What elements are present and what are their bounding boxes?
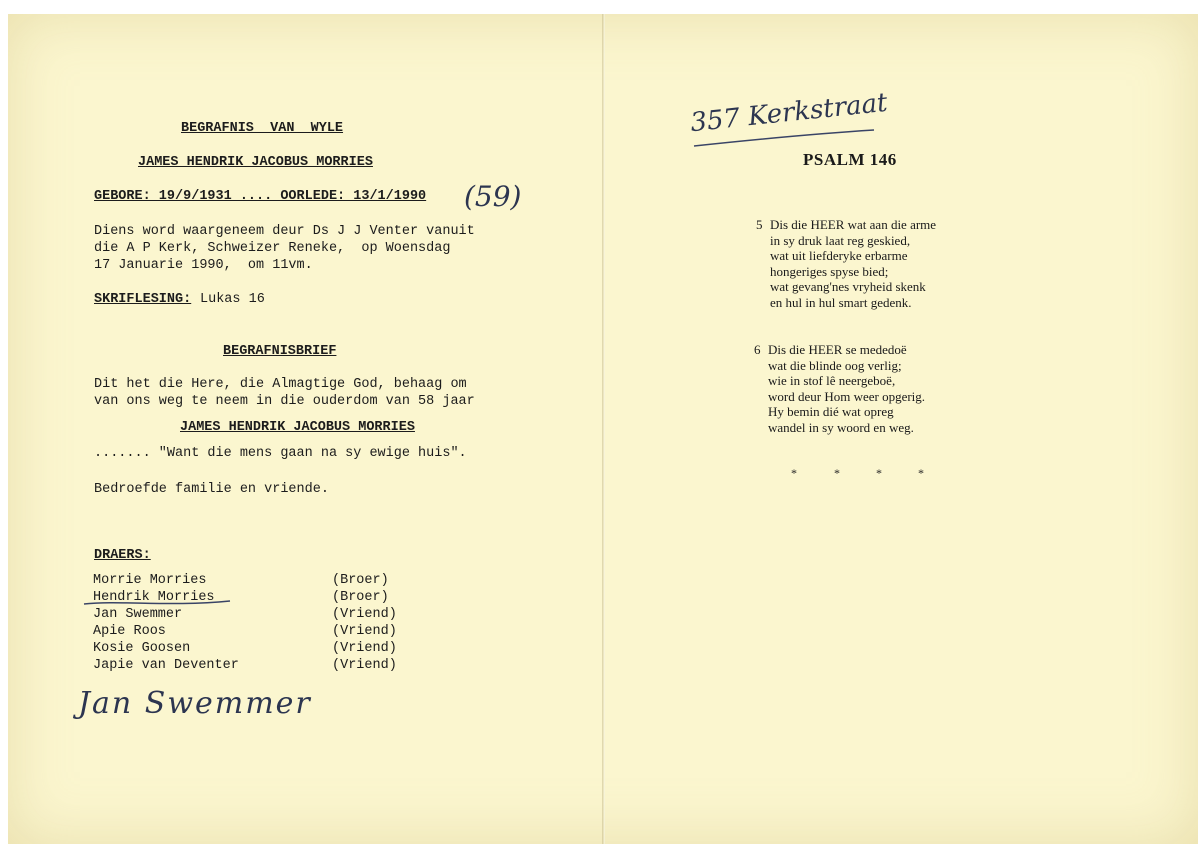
bearer-relation: (Broer): [332, 573, 389, 588]
psalm-verse-6: [754, 342, 926, 435]
bearer-relation: (Vriend): [332, 658, 397, 673]
bearer-name: Morrie Morries: [93, 573, 207, 588]
handwritten-address: 357 Kerkstraat: [688, 87, 889, 139]
handwritten-signature: Jan Swemmer: [78, 686, 312, 721]
bearer-name: Hendrik Morries: [93, 590, 215, 605]
handwritten-underline: [80, 596, 240, 610]
bearer-relation: (Vriend): [332, 607, 397, 622]
heading-deceased-name: JAMES HENDRIK JACOBUS MORRIES: [138, 155, 373, 170]
service-line-3: 17 Januarie 1990, om 11vm.: [94, 258, 313, 273]
scripture-value: Lukas 16: [200, 292, 265, 307]
bearer-name: Jan Swemmer: [93, 607, 183, 622]
bearers-title: DRAERS:: [94, 548, 151, 563]
verse-line: wat uit liefderyke erbarme: [770, 248, 908, 263]
service-line-1: Diens word waargeneem deur Ds J J Venter vanuit: [94, 224, 475, 239]
bearer-name: Japie van Deventer: [93, 658, 239, 673]
verse-line: Dis die HEER wat aan die arme: [770, 217, 937, 232]
verse-line: in sy druk laat reg geskied,: [770, 232, 911, 248]
psalm-title: PSALM 146: [803, 150, 897, 169]
verse-line: wat die blinde oog verlig;: [768, 357, 902, 373]
verse-number: 5: [756, 217, 763, 232]
verse-line: wie in stof lê neergeboë,: [768, 373, 896, 388]
bearer-relation: (Vriend): [332, 624, 397, 639]
ornament-star: *: [834, 466, 840, 480]
ornament-star: *: [918, 466, 924, 480]
letter-line-1: Dit het die Here, die Almagtige God, behaag om: [94, 377, 467, 392]
letter-line-2: van ons weg te neem in die ouderdom van 58 jaar: [94, 394, 475, 409]
heading-funeral-of: BEGRAFNIS VAN WYLE: [181, 121, 344, 136]
page-fold: [602, 14, 605, 844]
letter-deceased-name: JAMES HENDRIK JACOBUS MORRIES: [180, 420, 415, 435]
mourners-line: Bedroefde familie en vriende.: [94, 482, 329, 497]
handwritten-address-underline: [690, 126, 880, 150]
verse-line: Dis die HEER se mededoë: [768, 342, 907, 357]
service-line-2: die A P Kerk, Schweizer Reneke, op Woensdag: [94, 241, 451, 256]
verse-number: 6: [754, 342, 761, 357]
ornament-star: *: [791, 466, 797, 480]
bearer-name: Apie Roos: [93, 624, 166, 639]
scripture-quote: ....... "Want die mens gaan na sy ewige huis".: [94, 446, 467, 461]
funeral-letter-title: BEGRAFNISBRIEF: [223, 344, 337, 359]
verse-line: Hy bemin dié wat opreg: [768, 404, 894, 419]
bearer-relation: (Broer): [332, 590, 389, 605]
verse-line: hongeriges spyse bied;: [770, 263, 889, 279]
verse-line: en hul in hul smart gedenk.: [770, 294, 912, 310]
ornament-star: *: [876, 466, 882, 480]
verse-line: wat gevang'nes vryheid skenk: [770, 279, 926, 294]
verse-line: wandel in sy woord en weg.: [768, 419, 914, 435]
bearer-relation: (Vriend): [332, 641, 397, 656]
verse-line: word deur Hom weer opgerig.: [768, 388, 926, 404]
birth-death-dates: GEBORE: 19/9/1931 .... OORLEDE: 13/1/1990: [94, 189, 427, 204]
handwritten-age: (59): [464, 180, 522, 213]
scripture-label: SKRIFLESING:: [94, 292, 192, 307]
psalm-verse-5: [756, 217, 937, 310]
bearer-name: Kosie Goosen: [93, 641, 191, 656]
